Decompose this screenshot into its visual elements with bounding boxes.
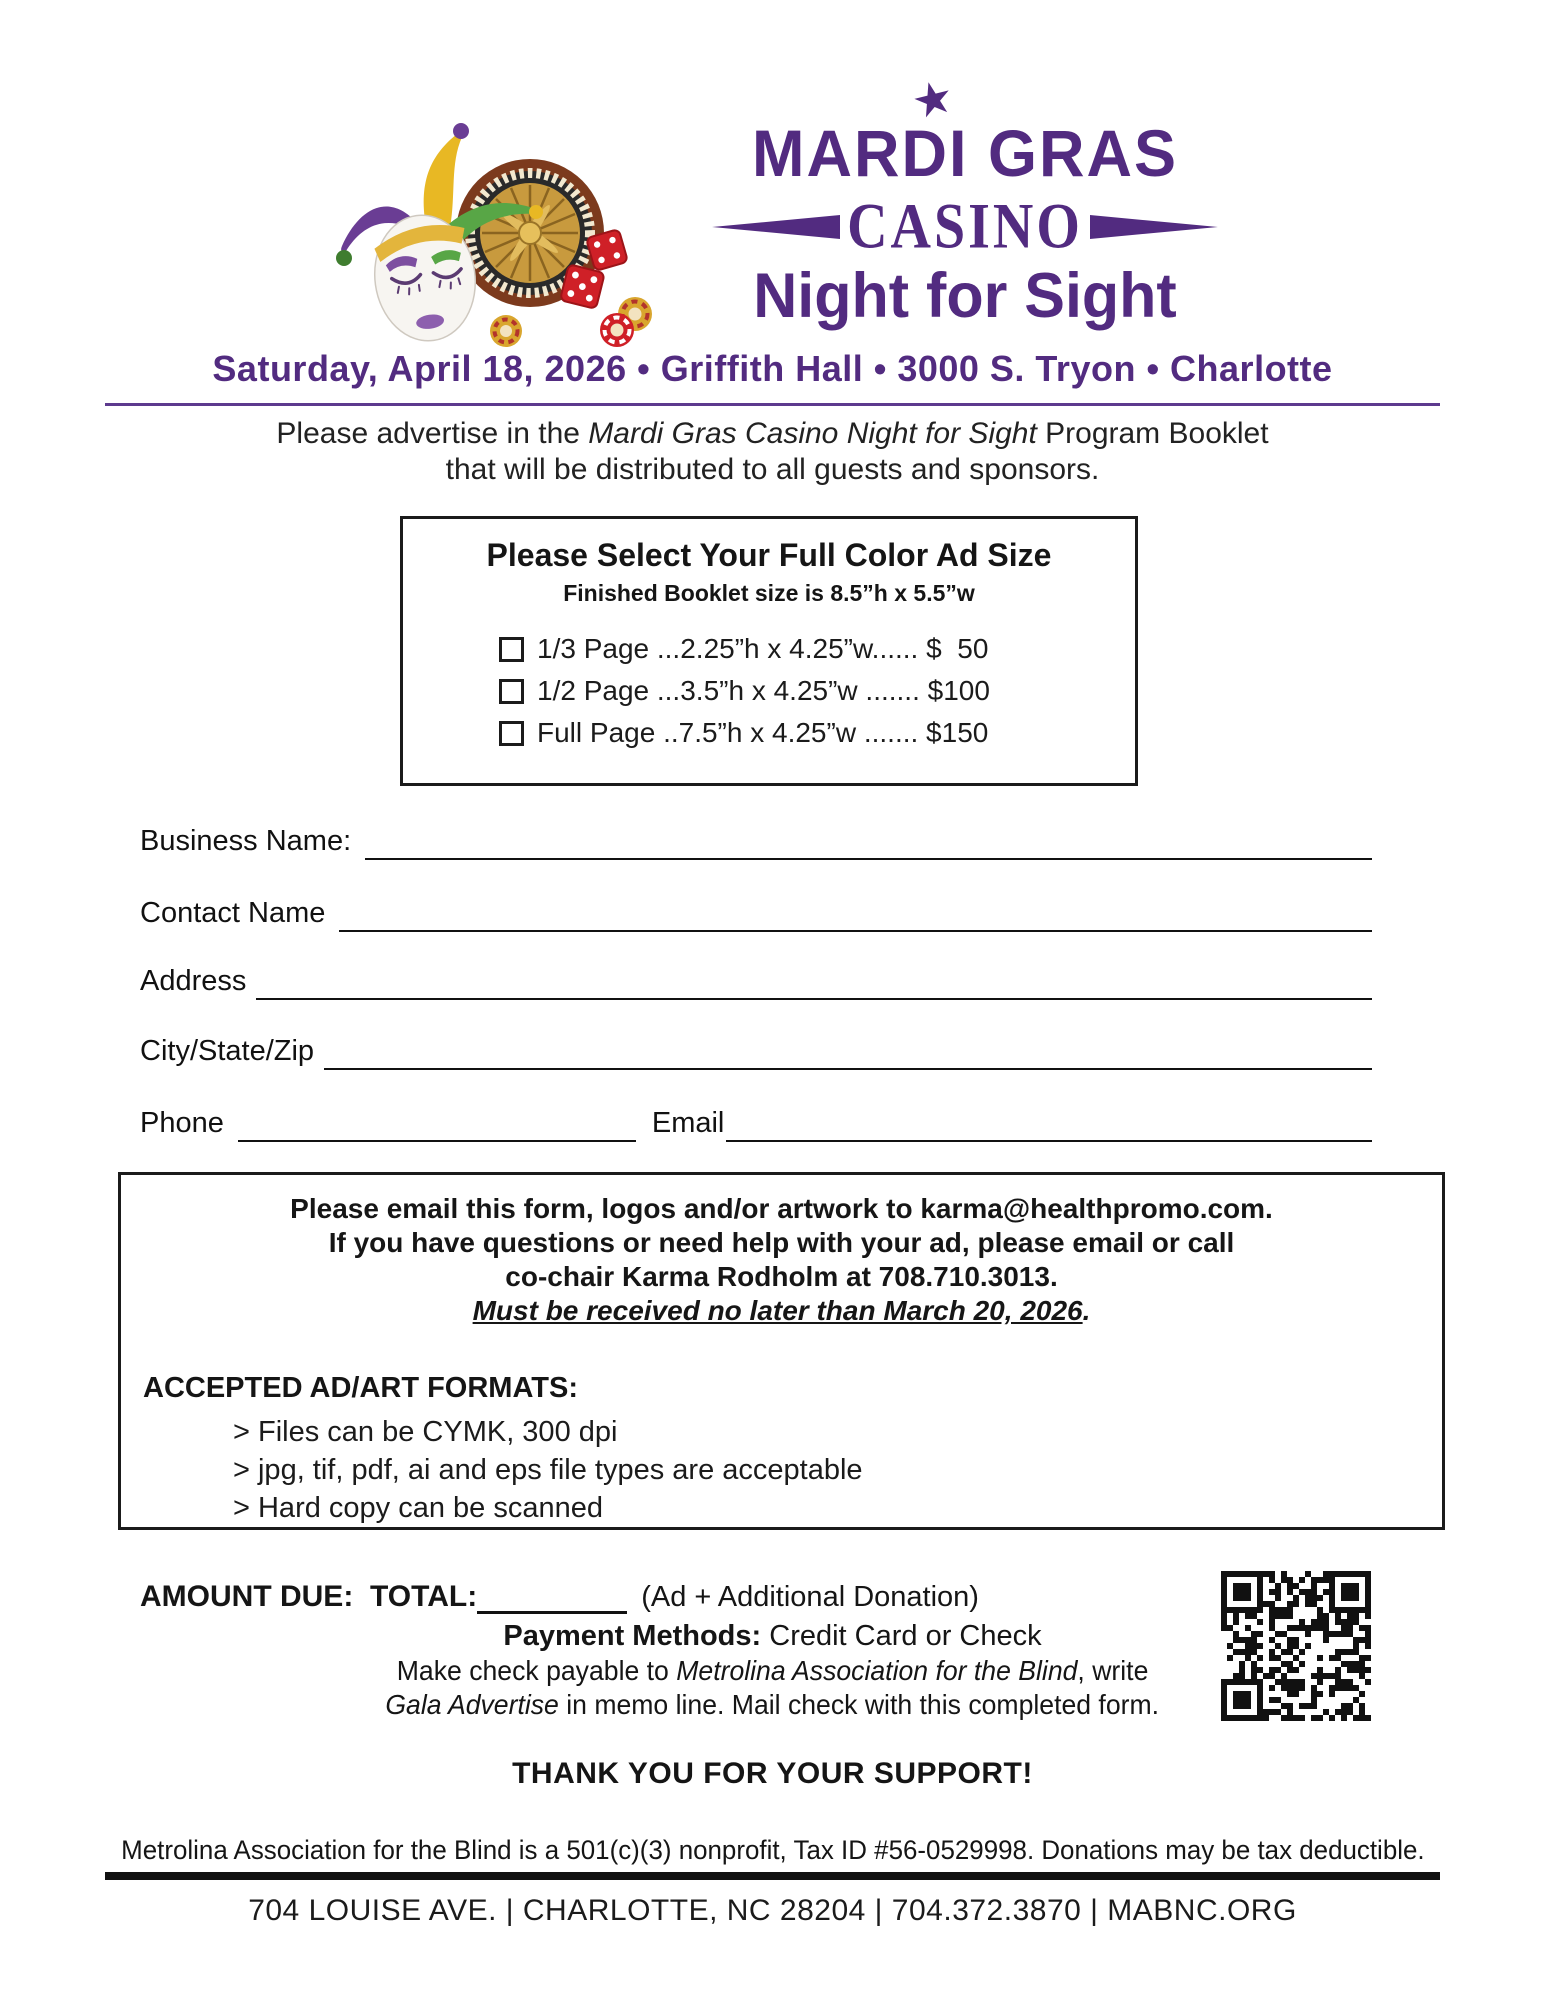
title-night-for-sight: Night for Sight [753, 259, 1177, 331]
email-label: Email [651, 1107, 725, 1139]
event-date-venue: Saturday, April 18, 2026 • Griffith Hall • 3000 S. Tryon • Charlotte [212, 348, 1333, 389]
business-name-line[interactable] [365, 824, 1372, 860]
phone-label: Phone [140, 1107, 224, 1139]
thank-you-line: THANK YOU FOR YOUR SUPPORT! [512, 1757, 1033, 1790]
title-mardi-gras: MARDI GRAS [752, 117, 1178, 191]
phone-email-row [140, 1106, 1372, 1142]
qr-code [1221, 1571, 1371, 1721]
intro-line-1: Please advertise in the Mardi Gras Casino Night for Sight Program Booklet [276, 417, 1269, 450]
full-page-label: Full Page ..7.5”h x 4.25”w ....... $150 [537, 717, 989, 748]
accepted-formats-heading: ACCEPTED AD/ART FORMATS: [143, 1372, 578, 1404]
payment-methods-line: Payment Methods: Credit Card or Check [503, 1620, 1042, 1652]
one-third-page-label: 1/3 Page ...2.25”h x 4.25”w...... $ 50 [537, 633, 989, 664]
address-row [140, 964, 1372, 1000]
ad-size-selection-box [400, 516, 1138, 786]
nonprofit-disclaimer: Metrolina Association for the Blind is a 501(c)(3) nonprofit, Tax ID #56-0529998. Donations may be tax deductible. [120, 1835, 1425, 1865]
city-state-zip-label: City/State/Zip [140, 1035, 315, 1067]
title-casino: CASINO [847, 191, 1083, 263]
full-page-checkbox[interactable] [499, 721, 524, 746]
contact-name-line[interactable] [339, 896, 1372, 932]
format-item-filetypes: > jpg, tif, pdf, ai and eps file types are acceptable [233, 1454, 863, 1486]
intro-line-2: that will be distributed to all guests and sponsors. [445, 453, 1100, 486]
address-label: Address [140, 965, 247, 997]
contact-name-row [140, 896, 1372, 932]
ad-size-box-subtitle: Finished Booklet size is 8.5”h x 5.5”w [563, 580, 975, 606]
email-line[interactable] [726, 1106, 1372, 1142]
right-arrow-ornament-icon [1090, 215, 1218, 239]
half-page-label: 1/2 Page ...3.5”h x 4.25”w ....... $100 [537, 675, 990, 706]
ad-option-half-page [499, 675, 1135, 707]
amount-due-label: AMOUNT DUE: TOTAL: [140, 1580, 478, 1613]
address-line[interactable] [256, 964, 1372, 1000]
city-state-zip-line[interactable] [324, 1034, 1372, 1070]
left-arrow-ornament-icon [712, 215, 840, 239]
phone-line[interactable] [238, 1106, 636, 1142]
amount-due-row [140, 1580, 979, 1614]
business-name-label: Business Name: [140, 825, 352, 857]
total-blank-line[interactable] [477, 1580, 627, 1614]
business-name-row [140, 824, 1372, 860]
footer-contact-line: 704 LOUISE AVE. | CHARLOTTE, NC 28204 | 704.372.3870 | MABNC.ORG [248, 1894, 1297, 1927]
footer-divider [105, 1872, 1440, 1880]
questions-line: If you have questions or need help with your ad, please email or call [328, 1227, 1235, 1258]
mardi-gras-logo [330, 118, 670, 353]
city-state-zip-row [140, 1034, 1372, 1070]
submission-instructions-box [118, 1172, 1445, 1530]
event-logo-title [680, 68, 1250, 331]
ad-option-full-page [499, 717, 1135, 749]
one-third-page-checkbox[interactable] [499, 637, 524, 662]
ad-option-one-third-page [499, 633, 1135, 665]
check-instruction-line-2: Gala Advertise in memo line. Mail check with this completed form. [385, 1689, 1160, 1720]
deadline-line: Must be received no later than March 20, 2026. [472, 1295, 1091, 1326]
ad-size-box-title: Please Select Your Full Color Ad Size [486, 537, 1052, 573]
check-instruction-line-1: Make check payable to Metrolina Association for the Blind, write [396, 1655, 1149, 1686]
intro-text [0, 416, 1545, 488]
format-item-hardcopy: > Hard copy can be scanned [233, 1492, 603, 1524]
format-item-cymk: > Files can be CYMK, 300 dpi [233, 1416, 618, 1448]
contact-name-label: Contact Name [140, 897, 326, 929]
email-instruction-line: Please email this form, logos and/or artwork to karma@healthpromo.com. [290, 1193, 1273, 1224]
star-icon: ★ [906, 68, 959, 130]
cochair-contact-line: co-chair Karma Rodholm at 708.710.3013. [505, 1261, 1058, 1292]
half-page-checkbox[interactable] [499, 679, 524, 704]
purple-divider [105, 403, 1440, 406]
amount-due-note: (Ad + Additional Donation) [641, 1581, 979, 1613]
